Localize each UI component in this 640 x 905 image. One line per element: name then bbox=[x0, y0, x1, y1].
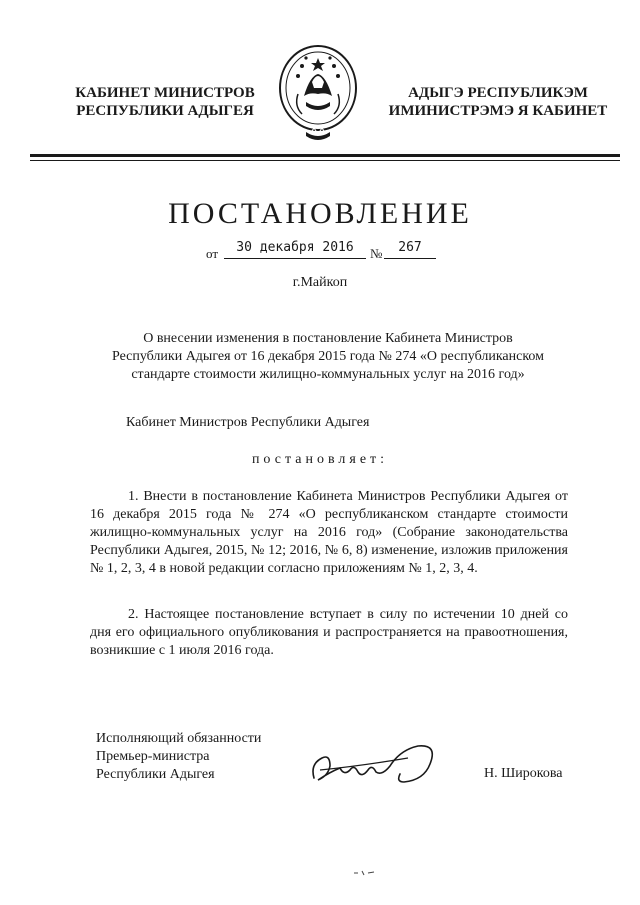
issuer-name-russian bbox=[40, 84, 290, 120]
issuer-name-adyghe bbox=[378, 84, 618, 120]
subject-line-2: Республики Адыгея от 16 декабря 2015 года № 274 «О республиканском bbox=[111, 349, 545, 364]
signatory-name: Н. Широкова bbox=[484, 766, 563, 781]
scan-mark bbox=[350, 866, 380, 878]
number-prefix: № bbox=[370, 246, 383, 261]
paragraph-1: 1. Внести в постановление Кабинета Министров Республики Адыгея от 16 декабря 2015 года № 274 «О республиканском стандарте стоимости жилищно-коммунальных услуг на 2016 год» (Собрание законодательства Республики Адыгея, 2015, № 12; 2016, № 6, 8) изменение, изложив приложения № 1, 2, 3, 4 в новой редакции согласно приложениям № 1, 2, 3, 4. bbox=[90, 489, 568, 576]
header-divider-thick bbox=[30, 154, 620, 157]
republic-of-adygea-emblem-icon bbox=[276, 36, 360, 146]
signatory-title-line-2: Премьер-министра bbox=[96, 749, 210, 764]
document-date: 30 декабря 2016 bbox=[236, 240, 354, 255]
document-type-title: ПОСТАНОВЛЕНИЕ bbox=[168, 197, 472, 230]
date-underline bbox=[224, 258, 366, 259]
signatory-title-line-3: Республики Адыгея bbox=[96, 767, 215, 782]
subject-line-3: стандарте стоимости жилищно-коммунальных услуг на 2016 год» bbox=[131, 367, 525, 382]
number-underline bbox=[384, 258, 436, 259]
paragraph-2: 2. Настоящее постановление вступает в силу по истечении 10 дней со дня его официального опубликования и распространяется на правоотношения, возникшие с 1 июля 2016 года. bbox=[90, 607, 568, 658]
signatory-title-line-1: Исполняющий обязанности bbox=[96, 731, 262, 746]
decrees-word: постановляет: bbox=[251, 452, 389, 467]
issuer-line-1: КАБИНЕТ МИНИСТРОВ bbox=[75, 85, 255, 101]
header-divider-thin bbox=[30, 160, 620, 161]
subject-line-1: О внесении изменения в постановление Кабинета Министров bbox=[143, 331, 513, 346]
issuer-line-2: РЕСПУБЛИКИ АДЫГЕЯ bbox=[76, 103, 254, 119]
handwritten-signature bbox=[300, 736, 450, 796]
document-city: г.Майкоп bbox=[292, 275, 348, 290]
date-prefix: от bbox=[206, 246, 219, 261]
signatory-title bbox=[96, 730, 261, 784]
preamble: Кабинет Министров Республики Адыгея bbox=[126, 415, 370, 430]
document-subject bbox=[88, 330, 568, 384]
issuer-line-2-adyghe: ИМИНИСТРЭМЭ Я КАБИНЕТ bbox=[388, 103, 608, 119]
issuer-line-1-adyghe: АДЫГЭ РЕСПУБЛИКЭМ bbox=[408, 85, 588, 101]
document-date-number bbox=[206, 238, 446, 262]
document-number: 267 bbox=[398, 240, 422, 255]
